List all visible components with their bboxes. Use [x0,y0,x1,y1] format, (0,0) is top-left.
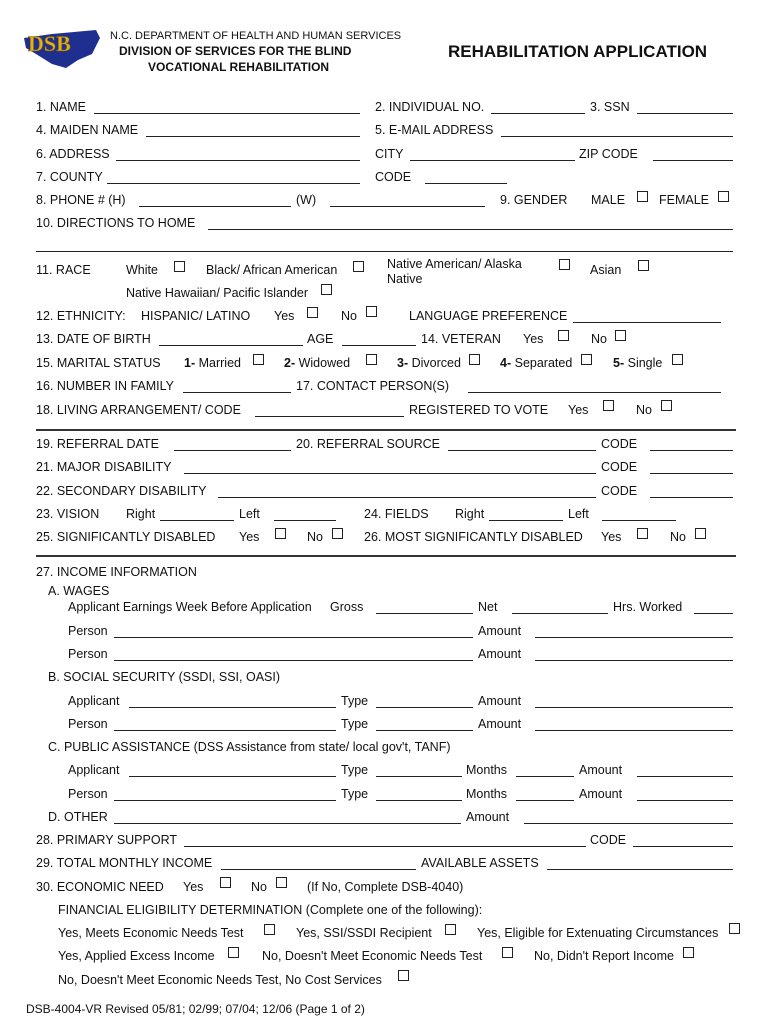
secondary-code-field[interactable] [650,497,733,498]
ss-amount-label-1: Amount [478,694,522,708]
ss-type-field-1[interactable] [376,707,473,708]
hawaiian-checkbox[interactable] [321,284,332,295]
ss-amount-label-2: Amount [478,717,522,731]
ethnicity-no-label: No [341,309,357,323]
wages-amount-field-2[interactable] [535,660,733,661]
other-amount-label: Amount [466,810,510,824]
pa-amount-field-1[interactable] [637,776,733,777]
asian-label: Asian [590,263,622,277]
widowed-checkbox[interactable] [366,354,377,365]
sig-disabled-label: 25. SIGNIFICANTLY DISABLED [36,530,216,544]
vision-label: 23. VISION [36,507,100,521]
living-label: 18. LIVING ARRANGEMENT/ CODE [36,403,241,417]
other-amount-field[interactable] [524,823,733,824]
net-field[interactable] [512,613,608,614]
ss-amount-field-2[interactable] [535,730,733,731]
most-sig-no-checkbox[interactable] [695,528,706,539]
dsb-logo [22,24,102,72]
pa-months-field-1[interactable] [516,776,574,777]
family-label: 16. NUMBER IN FAMILY [36,379,174,393]
asian-checkbox[interactable] [638,260,649,271]
ss-type-label-1: Type [341,694,369,708]
econ-no-label: No [251,880,267,894]
veteran-yes-checkbox[interactable] [558,330,569,341]
secondary-disability-label: 22. SECONDARY DISABILITY [36,484,207,498]
sig-no-checkbox[interactable] [332,528,343,539]
ethnicity-yes-label: Yes [274,309,295,323]
wages-amount-label-1: Amount [478,624,522,638]
pa-person-label: Person [68,787,108,801]
single-checkbox[interactable] [672,354,683,365]
directions-field-1[interactable] [208,229,733,230]
divorced-label: 3- Divorced [397,356,461,370]
fields-left-field[interactable] [602,520,676,521]
ethnicity-yes-checkbox[interactable] [307,307,318,318]
referral-source-field[interactable] [448,450,596,451]
pa-type-field-2[interactable] [376,800,462,801]
separated-checkbox[interactable] [581,354,592,365]
phone-work-label: (W) [296,193,317,207]
most-sig-no-label: No [670,530,686,544]
ssn-label: 3. SSN [590,100,630,114]
hrs-label: Hrs. Worked [613,600,683,614]
fields-right-field[interactable] [489,520,563,521]
vote-no-checkbox[interactable] [661,400,672,411]
wages-amount-label-2: Amount [478,647,522,661]
econ-yes-label: Yes [183,880,204,894]
phone-label: 8. PHONE # (H) [36,193,126,207]
wages-person-field-2[interactable] [114,660,473,661]
age-field[interactable] [342,345,416,346]
major-disability-field[interactable] [184,473,596,474]
fin-option-3-checkbox[interactable] [729,923,740,934]
complete-note: (If No, Complete DSB-4040) [307,880,464,894]
hawaiian-label: Native Hawaiian/ Pacific Islander [126,286,309,300]
directions-field-2[interactable] [36,251,733,252]
gross-label: Gross [330,600,364,614]
county-label: 7. COUNTY [36,170,103,184]
wages-person-field-1[interactable] [114,637,473,638]
form-footer: DSB-4004-VR Revised 05/81; 02/99; 07/04; 12/06 (Page 1 of 2) [26,1002,365,1016]
married-label: 1- Married [184,356,241,370]
black-label: Black/ African American [206,263,338,277]
hrs-field[interactable] [694,613,733,614]
ss-type-field-2[interactable] [376,730,473,731]
earnings-label: Applicant Earnings Week Before Application [68,600,312,614]
pa-months-label-1: Months [466,763,507,777]
veteran-label: 14. VETERAN [421,332,501,346]
wages-amount-field-1[interactable] [535,637,733,638]
hispanic-label: HISPANIC/ LATINO [141,309,251,323]
net-label: Net [478,600,498,614]
fin-option-7-checkbox[interactable] [398,970,409,981]
pa-amount-label-2: Amount [579,787,623,801]
referral-date-label: 19. REFERRAL DATE [36,437,159,451]
ss-applicant-label: Applicant [68,694,120,708]
dob-label: 13. DATE OF BIRTH [36,332,151,346]
section-divider-2 [36,555,736,557]
city-field[interactable] [410,160,575,161]
sig-yes-label: Yes [239,530,260,544]
total-income-field[interactable] [221,869,416,870]
native-american-checkbox[interactable] [559,259,570,270]
pa-applicant-field[interactable] [129,776,336,777]
county-field[interactable] [107,183,360,184]
ss-person-label: Person [68,717,108,731]
fin-option-4-checkbox[interactable] [228,947,239,958]
widowed-label: 2- Widowed [284,356,351,370]
fin-determination-label: FINANCIAL ELIGIBILITY DETERMINATION (Complete one of the following): [58,903,483,917]
fin-option-2-label: Yes, SSI/SSDI Recipient [296,926,432,940]
vote-yes-checkbox[interactable] [603,400,614,411]
language-field[interactable] [573,322,721,323]
phone-work-field[interactable] [330,206,485,207]
black-checkbox[interactable] [353,261,364,272]
most-sig-yes-checkbox[interactable] [637,528,648,539]
female-checkbox[interactable] [718,191,729,202]
econ-need-label: 30. ECONOMIC NEED [36,880,164,894]
email-label: 5. E-MAIL ADDRESS [375,123,494,137]
zip-field[interactable] [653,160,733,161]
fin-option-4-label: Yes, Applied Excess Income [58,949,215,963]
fin-option-6-checkbox[interactable] [683,947,694,958]
married-checkbox[interactable] [253,354,264,365]
county-code-field[interactable] [425,183,507,184]
divorced-checkbox[interactable] [469,354,480,365]
fin-option-6-label: No, Didn't Report Income [534,949,674,963]
most-sig-label: 26. MOST SIGNIFICANTLY DISABLED [364,530,583,544]
fin-option-7-label: No, Doesn't Meet Economic Needs Test, No Cost Services [58,973,382,987]
single-label: 5- Single [613,356,663,370]
section-divider-1 [36,429,736,431]
assets-label: AVAILABLE ASSETS [421,856,539,870]
pa-type-field-1[interactable] [376,776,462,777]
pa-type-label-2: Type [341,787,369,801]
individual-no-field[interactable] [491,113,585,114]
fin-option-2-checkbox[interactable] [445,924,456,935]
other-field[interactable] [114,823,461,824]
family-field[interactable] [183,392,291,393]
white-label: White [126,263,158,277]
ethnicity-no-checkbox[interactable] [366,306,377,317]
fin-option-1-label: Yes, Meets Economic Needs Test [58,926,244,940]
dob-field[interactable] [159,345,303,346]
phone-home-field[interactable] [139,206,291,207]
email-field[interactable] [501,136,733,137]
ethnicity-label: 12. ETHNICITY: [36,309,126,323]
primary-support-label: 28. PRIMARY SUPPORT [36,833,178,847]
major-code-label: CODE [601,460,638,474]
econ-no-checkbox[interactable] [276,877,287,888]
pa-type-label-1: Type [341,763,369,777]
fields-left-label: Left [568,507,589,521]
referral-date-field[interactable] [174,450,291,451]
pa-applicant-label: Applicant [68,763,120,777]
fin-option-5-label: No, Doesn't Meet Economic Needs Test [262,949,483,963]
separated-label: 4- Separated [500,356,573,370]
major-code-field[interactable] [650,473,733,474]
vote-label: REGISTERED TO VOTE [409,403,549,417]
veteran-no-label: No [591,332,607,346]
pa-amount-label-1: Amount [579,763,623,777]
fin-option-5-checkbox[interactable] [502,947,513,958]
male-label: MALE [591,193,626,207]
pa-months-field-2[interactable] [516,800,574,801]
ss-amount-field-1[interactable] [535,707,733,708]
secondary-code-label: CODE [601,484,638,498]
zip-label: ZIP CODE [579,147,638,161]
male-checkbox[interactable] [637,191,648,202]
wages-person-label-2: Person [68,647,108,661]
maiden-name-label: 4. MAIDEN NAME [36,123,139,137]
program-name: VOCATIONAL REHABILITATION [148,60,330,74]
vision-right-label: Right [126,507,156,521]
wages-person-label-1: Person [68,624,108,638]
maiden-name-field[interactable] [146,136,360,137]
econ-yes-checkbox[interactable] [220,877,231,888]
fields-label: 24. FIELDS [364,507,429,521]
secondary-disability-field[interactable] [218,497,596,498]
fin-option-1-checkbox[interactable] [264,924,275,935]
gross-field[interactable] [376,613,473,614]
division-name: DIVISION OF SERVICES FOR THE BLIND [119,44,352,58]
logo-text: DSB [28,31,71,56]
primary-support-field[interactable] [184,846,586,847]
race-label: 11. RACE [36,263,91,277]
fin-option-3-label: Yes, Eligible for Extenuating Circumstances [477,926,719,940]
wages-label: A. WAGES [48,584,110,598]
address-field[interactable] [116,160,360,161]
language-label: LANGUAGE PREFERENCE [409,309,568,323]
sig-yes-checkbox[interactable] [275,528,286,539]
native-american-label-2: Native [387,272,423,286]
pa-person-field[interactable] [114,800,336,801]
primary-code-field[interactable] [633,846,733,847]
contact-field[interactable] [468,392,721,393]
code-label: CODE [375,170,412,184]
veteran-yes-label: Yes [523,332,544,346]
ss-person-field[interactable] [114,730,336,731]
veteran-no-checkbox[interactable] [615,330,626,341]
fields-right-label: Right [455,507,485,521]
assets-field[interactable] [547,869,733,870]
contact-label: 17. CONTACT PERSON(S) [296,379,450,393]
income-label: 27. INCOME INFORMATION [36,565,197,579]
most-sig-yes-label: Yes [601,530,622,544]
vision-right-field[interactable] [160,520,234,521]
primary-code-label: CODE [590,833,627,847]
other-label: D. OTHER [48,810,108,824]
name-label: 1. NAME [36,100,87,114]
vote-yes-label: Yes [568,403,589,417]
vision-left-label: Left [239,507,260,521]
white-checkbox[interactable] [174,261,185,272]
native-american-label-1: Native American/ Alaska [387,257,522,271]
address-label: 6. ADDRESS [36,147,110,161]
referral-source-label: 20. REFERRAL SOURCE [296,437,441,451]
public-label: C. PUBLIC ASSISTANCE (DSS Assistance from state/ local gov't, TANF) [48,740,451,754]
ss-applicant-field[interactable] [129,707,336,708]
marital-label: 15. MARITAL STATUS [36,356,161,370]
living-field[interactable] [255,416,404,417]
ss-label: B. SOCIAL SECURITY (SSDI, SSI, OASI) [48,670,281,684]
age-label: AGE [307,332,334,346]
vote-no-label: No [636,403,652,417]
city-label: CITY [375,147,404,161]
major-disability-label: 21. MAJOR DISABILITY [36,460,172,474]
vision-left-field[interactable] [274,520,336,521]
agency-name: N.C. DEPARTMENT OF HEALTH AND HUMAN SERVICES [110,30,402,42]
female-label: FEMALE [659,193,710,207]
ss-type-label-2: Type [341,717,369,731]
referral-code-field[interactable] [650,450,733,451]
pa-months-label-2: Months [466,787,507,801]
individual-no-label: 2. INDIVIDUAL NO. [375,100,485,114]
pa-amount-field-2[interactable] [637,800,733,801]
total-income-label: 29. TOTAL MONTHLY INCOME [36,856,213,870]
sig-no-label: No [307,530,323,544]
form-title: REHABILITATION APPLICATION [448,42,708,61]
ssn-field[interactable] [637,113,733,114]
referral-code-label: CODE [601,437,638,451]
gender-label: 9. GENDER [500,193,568,207]
directions-label: 10. DIRECTIONS TO HOME [36,216,196,230]
name-field[interactable] [94,113,360,114]
